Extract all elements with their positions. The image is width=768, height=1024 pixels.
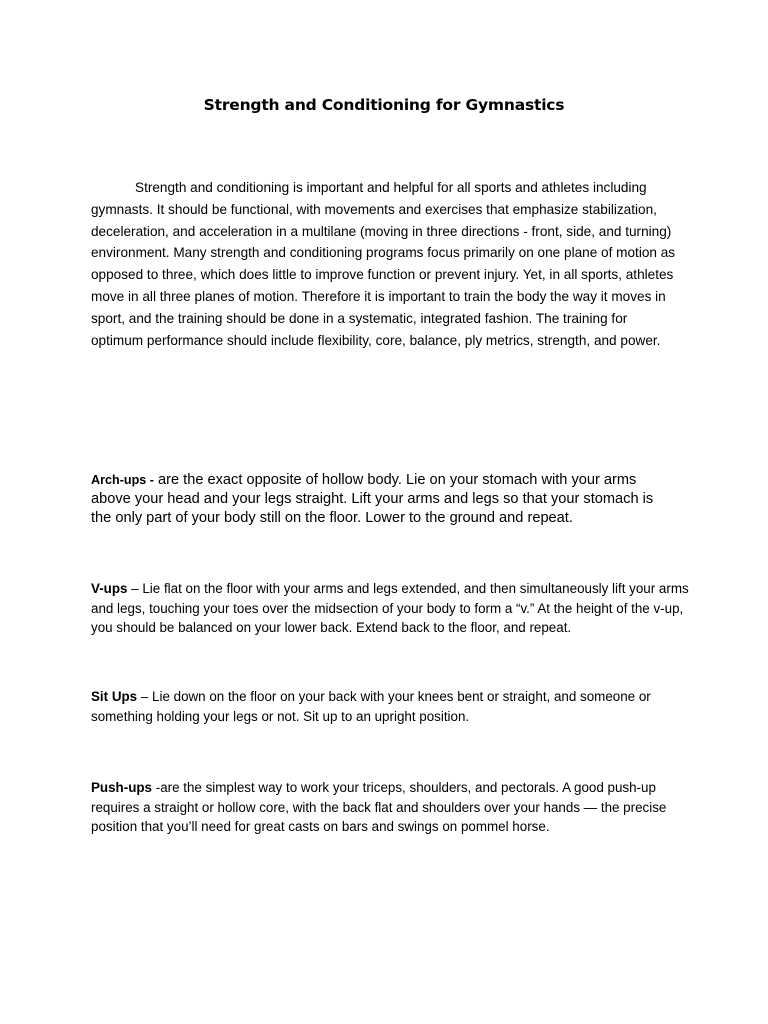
page-title: Strength and Conditioning for Gymnastics: [203, 96, 565, 114]
section-sit-ups: [91, 687, 691, 726]
section-v-ups: [91, 579, 691, 638]
section-term: Push-ups: [91, 780, 153, 795]
intro-text: Strength and conditioning is important and helpful for all sports and athletes including gymnasts. It should be functional, with movements and exercises that emphasize stabilization, deceleration, and acceleration in a multilane (moving in three directions - front, side, and turning) environment. Many strength and conditioning programs focus primarily on one plane of motion as opposed to three, which does little to improve function or prevent injury. Yet, in all sports, athletes move in all three planes of motion. Therefore it is important to train the body the way it moves in sport, and the training should be done in a systematic, integrated fashion. The training for optimum performance should include flexibility, core, balance, ply metrics, strength, and power.: [91, 180, 676, 348]
section-term: V-ups: [91, 581, 128, 596]
section-term: Arch-ups -: [91, 473, 154, 487]
section-arch-ups: [91, 471, 671, 527]
section-text: – Lie flat on the floor with your arms and legs extended, and then simultaneously lift your arms and legs, touching your toes over the midsection of your body to form a “v.” At the height of the v-up, you should be balanced on your lower back. Extend back to the floor, and repeat.: [91, 581, 689, 636]
section-term: Sit Ups: [91, 689, 138, 704]
intro-paragraph: [91, 177, 681, 351]
section-text: – Lie down on the floor on your back with your knees bent or straight, and someone or something holding your legs or not. Sit up to an upright position.: [91, 689, 651, 724]
section-push-ups: [91, 778, 681, 837]
section-text: -are the simplest way to work your triceps, shoulders, and pectorals. A good push-up requires a straight or hollow core, with the back flat and shoulders over your hands — the precise position that you’ll need for great casts on bars and swings on pommel horse.: [91, 780, 667, 835]
section-text: are the exact opposite of hollow body. Lie on your stomach with your arms above your head and your legs straight. Lift your arms and legs so that your stomach is the only part of your body still on the floor. Lower to the ground and repeat.: [91, 472, 654, 526]
